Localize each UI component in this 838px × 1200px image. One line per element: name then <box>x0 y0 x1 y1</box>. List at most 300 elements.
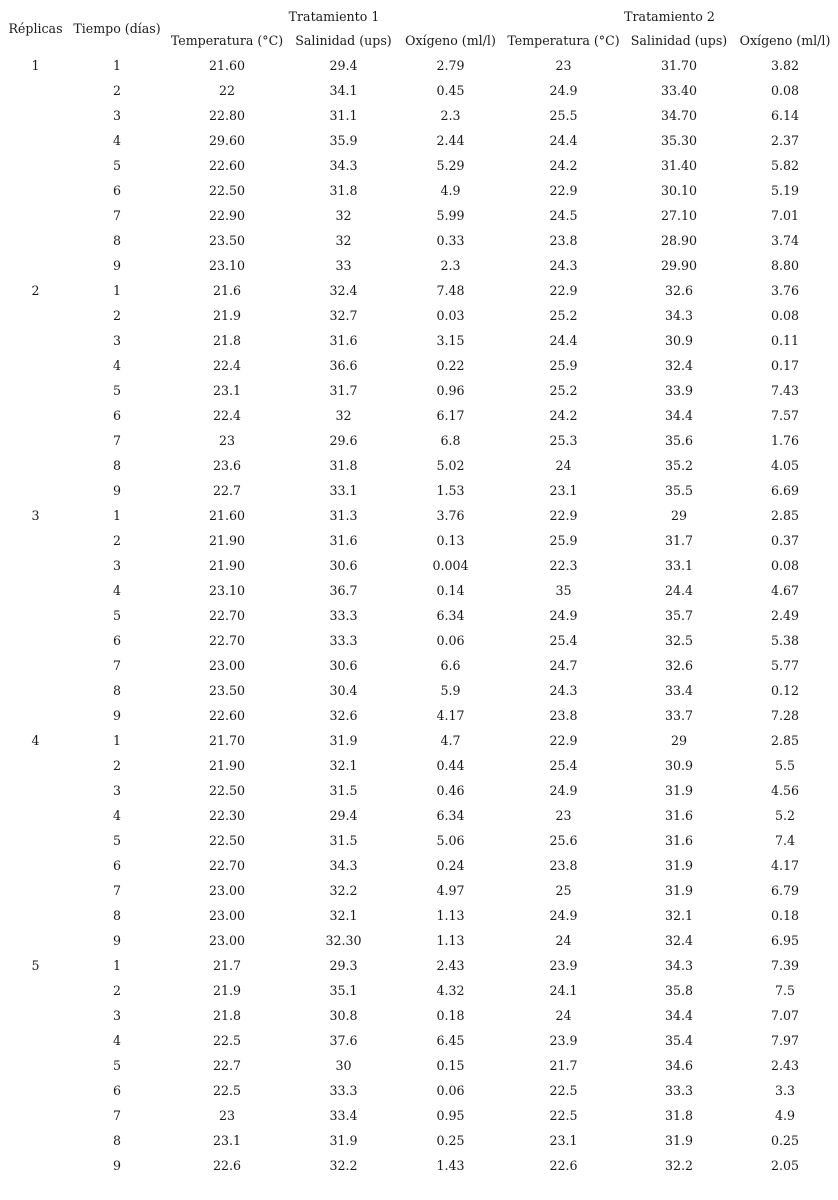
cell-t2-oxigeno: 2.85 <box>770 733 800 748</box>
cell-t2-oxigeno: 7.4 <box>774 833 796 848</box>
cell-t2-oxigeno: 0.37 <box>770 533 800 548</box>
cell-t1-salinidad: 32.2 <box>329 883 358 898</box>
cell-replica <box>2 203 69 228</box>
header-t1-salinidad: Salinidad (ups) <box>295 33 392 48</box>
cell-replica <box>2 803 69 828</box>
cell-tiempo: 5 <box>112 1058 121 1073</box>
table-row <box>2 328 836 353</box>
table-row <box>2 778 836 803</box>
cell-t1-temperatura: 21.9 <box>212 983 242 998</box>
cell-t1-salinidad: 30.8 <box>329 1008 358 1023</box>
cell-t2-temperatura: 24.3 <box>549 258 578 273</box>
table-header <box>2 5 836 53</box>
cell-t2-oxigeno: 7.57 <box>770 408 800 423</box>
cell-t1-temperatura: 23.1 <box>212 383 242 398</box>
cell-t2-temperatura: 25.3 <box>549 433 578 448</box>
cell-t1-salinidad: 32.7 <box>329 308 358 323</box>
cell-t2-temperatura: 25.4 <box>549 758 578 773</box>
table-row <box>2 253 836 278</box>
cell-tiempo: 4 <box>112 808 121 823</box>
cell-t1-temperatura: 21.70 <box>208 733 246 748</box>
cell-t2-temperatura: 24 <box>555 933 572 948</box>
table-row <box>2 53 836 78</box>
cell-t1-oxigeno: 3.15 <box>436 333 465 348</box>
table-row <box>2 203 836 228</box>
cell-replica <box>2 178 69 203</box>
cell-t2-salinidad: 31.9 <box>664 858 694 873</box>
header-treatment-1: Tratamiento 1 <box>288 9 380 24</box>
cell-t1-salinidad: 30 <box>335 1058 352 1073</box>
cell-t1-temperatura: 23.00 <box>208 658 246 673</box>
cell-replica <box>2 328 69 353</box>
cell-replica <box>2 1128 69 1153</box>
cell-t1-temperatura: 23.6 <box>212 458 242 473</box>
cell-t2-temperatura: 24.3 <box>549 683 578 698</box>
cell-t2-salinidad: 30.9 <box>664 758 694 773</box>
cell-t1-salinidad: 33.3 <box>329 633 358 648</box>
cell-t1-salinidad: 31.6 <box>329 333 358 348</box>
cell-t2-oxigeno: 0.18 <box>770 908 800 923</box>
cell-tiempo: 7 <box>112 658 121 673</box>
cell-t2-oxigeno: 3.3 <box>774 1083 796 1098</box>
cell-tiempo: 3 <box>112 333 121 348</box>
cell-t1-oxigeno: 0.004 <box>432 558 469 573</box>
cell-t1-temperatura: 21.8 <box>212 333 242 348</box>
cell-tiempo: 7 <box>112 883 121 898</box>
cell-t1-temperatura: 22.50 <box>208 783 246 798</box>
cell-t1-temperatura: 22.70 <box>208 633 246 648</box>
table-row <box>2 228 836 253</box>
cell-t1-temperatura: 22.4 <box>212 408 242 423</box>
cell-t2-oxigeno: 2.43 <box>770 1058 800 1073</box>
cell-t2-salinidad: 29 <box>670 733 688 748</box>
cell-t2-oxigeno: 4.67 <box>770 583 800 598</box>
cell-t1-temperatura: 22.50 <box>208 833 246 848</box>
cell-t2-temperatura: 22.9 <box>549 733 578 748</box>
table-row <box>2 628 836 653</box>
cell-replica <box>2 153 69 178</box>
cell-tiempo: 3 <box>112 1008 121 1023</box>
cell-replica <box>2 653 69 678</box>
cell-replica <box>2 628 69 653</box>
cell-t1-temperatura: 23.1 <box>212 1133 242 1148</box>
cell-t1-temperatura: 21.90 <box>208 533 246 548</box>
cell-t1-temperatura: 23.50 <box>208 233 246 248</box>
cell-t2-oxigeno: 5.77 <box>770 658 800 673</box>
cell-tiempo: 7 <box>112 433 121 448</box>
cell-tiempo: 8 <box>112 683 121 698</box>
cell-t1-oxigeno: 0.18 <box>436 1008 465 1023</box>
header-t2-oxigeno: Oxígeno (ml/l) <box>739 33 831 48</box>
cell-t1-temperatura: 23 <box>218 1108 236 1123</box>
cell-t2-temperatura: 23.8 <box>549 233 578 248</box>
cell-t2-oxigeno: 0.08 <box>770 83 800 98</box>
header-row-treatments <box>2 5 836 29</box>
cell-t1-temperatura: 22.90 <box>208 208 246 223</box>
cell-t1-oxigeno: 5.06 <box>436 833 465 848</box>
cell-t1-oxigeno: 0.45 <box>436 83 465 98</box>
cell-t1-salinidad: 34.1 <box>329 83 358 98</box>
cell-t2-oxigeno: 4.17 <box>770 858 800 873</box>
table-row <box>2 1003 836 1028</box>
data-table <box>2 5 836 1178</box>
cell-t2-oxigeno: 0.25 <box>770 1133 800 1148</box>
table-row <box>2 1028 836 1053</box>
table-row <box>2 803 836 828</box>
cell-t1-oxigeno: 4.7 <box>440 733 461 748</box>
table-row <box>2 453 836 478</box>
cell-t2-salinidad: 33.40 <box>660 83 698 98</box>
cell-t2-temperatura: 24.1 <box>549 983 578 998</box>
cell-tiempo: 2 <box>112 758 121 773</box>
cell-t1-oxigeno: 4.17 <box>436 708 465 723</box>
cell-replica <box>2 928 69 953</box>
cell-tiempo: 4 <box>112 133 121 148</box>
cell-t2-salinidad: 34.3 <box>664 308 694 323</box>
cell-tiempo: 6 <box>112 858 121 873</box>
cell-t2-oxigeno: 4.05 <box>770 458 800 473</box>
table-row <box>2 103 836 128</box>
cell-t1-oxigeno: 5.9 <box>440 683 461 698</box>
cell-t2-temperatura: 22.9 <box>549 508 578 523</box>
table-body <box>2 53 836 1178</box>
cell-t2-temperatura: 24.2 <box>549 408 578 423</box>
cell-t1-salinidad: 31.8 <box>329 458 358 473</box>
cell-replica <box>2 253 69 278</box>
cell-replica: 5 <box>31 958 40 973</box>
cell-t2-salinidad: 32.6 <box>664 283 694 298</box>
cell-t1-temperatura: 23.50 <box>208 683 246 698</box>
cell-t2-salinidad: 32.2 <box>664 1158 694 1173</box>
cell-replica <box>2 1078 69 1103</box>
cell-t2-oxigeno: 7.97 <box>770 1033 800 1048</box>
cell-t2-oxigeno: 3.74 <box>770 233 800 248</box>
cell-t1-salinidad: 34.3 <box>329 858 358 873</box>
cell-t1-oxigeno: 6.17 <box>436 408 465 423</box>
cell-t2-salinidad: 34.6 <box>664 1058 694 1073</box>
cell-t1-temperatura: 23.10 <box>208 583 246 598</box>
cell-t1-salinidad: 35.1 <box>329 983 358 998</box>
cell-t2-salinidad: 34.3 <box>664 958 694 973</box>
cell-t1-salinidad: 36.7 <box>329 583 358 598</box>
table-row <box>2 403 836 428</box>
cell-t1-oxigeno: 5.29 <box>436 158 465 173</box>
table-row <box>2 503 836 528</box>
cell-t2-oxigeno: 7.43 <box>770 383 800 398</box>
cell-t2-oxigeno: 7.39 <box>770 958 800 973</box>
cell-t2-oxigeno: 7.01 <box>770 208 800 223</box>
cell-t2-temperatura: 23.1 <box>549 483 578 498</box>
table-row <box>2 603 836 628</box>
cell-t1-salinidad: 32.1 <box>329 908 358 923</box>
cell-replica: 3 <box>31 508 40 523</box>
cell-tiempo: 9 <box>112 258 121 273</box>
cell-tiempo: 1 <box>112 958 121 973</box>
cell-t2-salinidad: 35.2 <box>664 458 694 473</box>
cell-t2-oxigeno: 3.76 <box>770 283 800 298</box>
table-row <box>2 178 836 203</box>
cell-t1-oxigeno: 0.15 <box>436 1058 465 1073</box>
table-row <box>2 978 836 1003</box>
cell-t2-salinidad: 24.4 <box>664 583 694 598</box>
cell-t2-temperatura: 24.7 <box>549 658 578 673</box>
table-row <box>2 853 836 878</box>
cell-t1-oxigeno: 2.43 <box>436 958 465 973</box>
table-row <box>2 1128 836 1153</box>
cell-t2-salinidad: 34.4 <box>664 1008 694 1023</box>
cell-t2-salinidad: 35.4 <box>664 1033 694 1048</box>
cell-replica: 4 <box>31 733 40 748</box>
cell-t1-salinidad: 32.6 <box>329 708 358 723</box>
cell-t1-oxigeno: 0.44 <box>436 758 465 773</box>
cell-t1-salinidad: 33.1 <box>329 483 358 498</box>
cell-t1-temperatura: 22.50 <box>208 183 246 198</box>
cell-t2-temperatura: 24.9 <box>549 783 578 798</box>
cell-replica <box>2 853 69 878</box>
cell-t2-temperatura: 23 <box>555 58 572 73</box>
cell-t1-temperatura: 22.5 <box>212 1033 242 1048</box>
cell-t2-oxigeno: 0.12 <box>770 683 800 698</box>
cell-t1-salinidad: 32.4 <box>329 283 358 298</box>
table-row <box>2 928 836 953</box>
cell-t1-temperatura: 23 <box>218 433 236 448</box>
cell-t2-oxigeno: 5.19 <box>770 183 800 198</box>
cell-replica <box>2 353 69 378</box>
cell-t2-salinidad: 32.4 <box>664 358 694 373</box>
cell-replica <box>2 1153 69 1178</box>
cell-replica <box>2 828 69 853</box>
cell-t2-temperatura: 21.7 <box>549 1058 578 1073</box>
cell-t1-oxigeno: 1.43 <box>436 1158 465 1173</box>
cell-tiempo: 2 <box>112 308 121 323</box>
cell-tiempo: 9 <box>112 933 121 948</box>
cell-tiempo: 8 <box>112 233 121 248</box>
cell-t1-oxigeno: 2.79 <box>436 58 465 73</box>
cell-replica <box>2 378 69 403</box>
cell-t1-oxigeno: 0.03 <box>436 308 465 323</box>
cell-t2-salinidad: 33.9 <box>664 383 694 398</box>
cell-t2-temperatura: 23.9 <box>549 1033 578 1048</box>
cell-t2-oxigeno: 7.28 <box>770 708 800 723</box>
cell-tiempo: 3 <box>112 558 121 573</box>
cell-t1-salinidad: 32 <box>335 408 352 423</box>
cell-t2-oxigeno: 3.82 <box>770 58 800 73</box>
header-t2-temperatura: Temperatura (°C) <box>507 33 620 48</box>
cell-t2-salinidad: 32.4 <box>664 933 694 948</box>
cell-tiempo: 3 <box>112 108 121 123</box>
cell-t2-salinidad: 33.4 <box>664 683 694 698</box>
cell-tiempo: 1 <box>112 283 121 298</box>
cell-t2-salinidad: 31.6 <box>664 833 694 848</box>
cell-t2-temperatura: 24.4 <box>549 133 578 148</box>
cell-tiempo: 9 <box>112 1158 121 1173</box>
cell-t2-oxigeno: 2.49 <box>770 608 800 623</box>
cell-replica <box>2 753 69 778</box>
cell-t1-salinidad: 31.5 <box>329 833 358 848</box>
cell-t1-oxigeno: 6.34 <box>436 808 465 823</box>
cell-t1-salinidad: 33.3 <box>329 1083 358 1098</box>
cell-t2-salinidad: 35.8 <box>664 983 694 998</box>
cell-t2-salinidad: 27.10 <box>660 208 698 223</box>
table-row <box>2 578 836 603</box>
cell-t1-salinidad: 31.9 <box>329 1133 358 1148</box>
cell-t1-oxigeno: 0.22 <box>436 358 465 373</box>
cell-t2-salinidad: 29 <box>670 508 688 523</box>
table-row <box>2 728 836 753</box>
cell-t2-temperatura: 25.4 <box>549 633 578 648</box>
cell-t2-temperatura: 23 <box>555 808 572 823</box>
cell-replica <box>2 878 69 903</box>
cell-t2-salinidad: 33.7 <box>664 708 694 723</box>
cell-t1-salinidad: 32.30 <box>325 933 362 948</box>
cell-t2-oxigeno: 5.82 <box>770 158 800 173</box>
cell-tiempo: 1 <box>112 508 121 523</box>
cell-t1-temperatura: 22.7 <box>212 483 242 498</box>
cell-t2-temperatura: 23.9 <box>549 958 578 973</box>
cell-t1-temperatura: 22 <box>218 83 236 98</box>
cell-t2-oxigeno: 8.80 <box>770 258 800 273</box>
cell-replica <box>2 678 69 703</box>
cell-t1-oxigeno: 5.99 <box>436 208 465 223</box>
cell-t1-temperatura: 21.8 <box>212 1008 242 1023</box>
table-row <box>2 953 836 978</box>
cell-t2-oxigeno: 5.38 <box>770 633 800 648</box>
cell-t1-salinidad: 30.6 <box>329 558 358 573</box>
cell-t1-temperatura: 21.6 <box>212 283 242 298</box>
cell-t1-oxigeno: 0.95 <box>436 1108 465 1123</box>
cell-t1-oxigeno: 2.44 <box>436 133 465 148</box>
cell-tiempo: 5 <box>112 158 121 173</box>
header-tiempo: Tiempo (días) <box>73 21 161 36</box>
cell-replica <box>2 428 69 453</box>
cell-t1-oxigeno: 0.14 <box>436 583 465 598</box>
cell-tiempo: 6 <box>112 183 121 198</box>
cell-t1-oxigeno: 1.53 <box>436 483 465 498</box>
table-row <box>2 678 836 703</box>
cell-replica <box>2 1028 69 1053</box>
cell-t2-temperatura: 22.6 <box>549 1158 578 1173</box>
cell-t1-oxigeno: 5.02 <box>436 458 465 473</box>
cell-t2-oxigeno: 4.56 <box>770 783 800 798</box>
cell-t1-oxigeno: 6.45 <box>436 1033 465 1048</box>
cell-t2-salinidad: 31.9 <box>664 1133 694 1148</box>
cell-t2-salinidad: 32.6 <box>664 658 694 673</box>
cell-t2-temperatura: 24.5 <box>549 208 578 223</box>
table-row <box>2 878 836 903</box>
table-row <box>2 1103 836 1128</box>
table-row <box>2 703 836 728</box>
cell-replica <box>2 553 69 578</box>
cell-tiempo: 4 <box>112 358 121 373</box>
cell-t1-oxigeno: 0.33 <box>436 233 465 248</box>
cell-t1-salinidad: 32 <box>335 208 352 223</box>
table-row <box>2 478 836 503</box>
cell-t1-salinidad: 31.8 <box>329 183 358 198</box>
cell-t1-oxigeno: 0.06 <box>436 633 465 648</box>
table-row <box>2 903 836 928</box>
cell-tiempo: 1 <box>112 58 121 73</box>
cell-t1-oxigeno: 7.48 <box>436 283 465 298</box>
table-row <box>2 553 836 578</box>
table-row <box>2 1078 836 1103</box>
cell-t1-temperatura: 22.5 <box>212 1083 242 1098</box>
cell-t1-salinidad: 29.4 <box>329 808 358 823</box>
cell-t2-salinidad: 31.40 <box>660 158 698 173</box>
cell-t1-oxigeno: 6.34 <box>436 608 465 623</box>
cell-t2-temperatura: 24 <box>555 1008 572 1023</box>
cell-t1-temperatura: 22.70 <box>208 858 246 873</box>
cell-tiempo: 2 <box>112 83 121 98</box>
cell-t2-temperatura: 22.9 <box>549 183 578 198</box>
cell-t2-temperatura: 25.9 <box>549 358 578 373</box>
cell-replica <box>2 1053 69 1078</box>
table-row <box>2 303 836 328</box>
cell-tiempo: 9 <box>112 483 121 498</box>
cell-replica <box>2 478 69 503</box>
cell-t1-salinidad: 31.5 <box>329 783 358 798</box>
cell-t1-temperatura: 23.00 <box>208 933 246 948</box>
cell-t2-temperatura: 22.5 <box>549 1083 578 1098</box>
cell-tiempo: 5 <box>112 383 121 398</box>
cell-t2-salinidad: 34.4 <box>664 408 694 423</box>
cell-t2-temperatura: 35 <box>555 583 572 598</box>
cell-t2-temperatura: 23.8 <box>549 708 578 723</box>
table-row <box>2 1153 836 1178</box>
cell-tiempo: 6 <box>112 633 121 648</box>
cell-t2-salinidad: 32.1 <box>664 908 694 923</box>
cell-replica <box>2 703 69 728</box>
cell-t1-oxigeno: 6.8 <box>440 433 461 448</box>
cell-replica <box>2 78 69 103</box>
cell-tiempo: 7 <box>112 208 121 223</box>
cell-t2-oxigeno: 2.05 <box>770 1158 800 1173</box>
cell-t2-temperatura: 25.5 <box>549 108 578 123</box>
header-treatment-2: Tratamiento 2 <box>624 9 715 24</box>
cell-replica <box>2 1103 69 1128</box>
cell-t1-temperatura: 22.30 <box>208 808 246 823</box>
cell-t1-temperatura: 21.90 <box>208 758 246 773</box>
cell-tiempo: 8 <box>112 908 121 923</box>
cell-t2-temperatura: 25 <box>555 883 572 898</box>
cell-replica: 2 <box>31 283 40 298</box>
cell-t1-oxigeno: 6.6 <box>440 658 461 673</box>
header-replicas: Réplicas <box>8 21 63 36</box>
cell-t2-salinidad: 32.5 <box>664 633 694 648</box>
cell-t1-salinidad: 34.3 <box>329 158 358 173</box>
cell-replica <box>2 453 69 478</box>
cell-t1-oxigeno: 2.3 <box>440 258 461 273</box>
cell-t1-salinidad: 29.4 <box>329 58 358 73</box>
cell-tiempo: 7 <box>112 1108 121 1123</box>
table-row <box>2 278 836 303</box>
cell-tiempo: 4 <box>112 583 121 598</box>
cell-t2-oxigeno: 2.37 <box>770 133 800 148</box>
cell-tiempo: 2 <box>112 533 121 548</box>
header-t1-temperatura: Temperatura (°C) <box>170 33 284 48</box>
table-row <box>2 653 836 678</box>
cell-t2-salinidad: 31.6 <box>664 808 694 823</box>
cell-t1-temperatura: 23.00 <box>208 908 246 923</box>
cell-t2-oxigeno: 6.79 <box>770 883 800 898</box>
cell-t2-temperatura: 23.1 <box>549 1133 578 1148</box>
cell-t2-salinidad: 28.90 <box>660 233 698 248</box>
cell-t1-salinidad: 32 <box>335 233 352 248</box>
cell-t1-oxigeno: 2.3 <box>440 108 461 123</box>
cell-t1-oxigeno: 0.24 <box>436 858 465 873</box>
cell-t2-salinidad: 31.9 <box>664 883 694 898</box>
cell-tiempo: 8 <box>112 1133 121 1148</box>
cell-t1-salinidad: 30.4 <box>329 683 358 698</box>
